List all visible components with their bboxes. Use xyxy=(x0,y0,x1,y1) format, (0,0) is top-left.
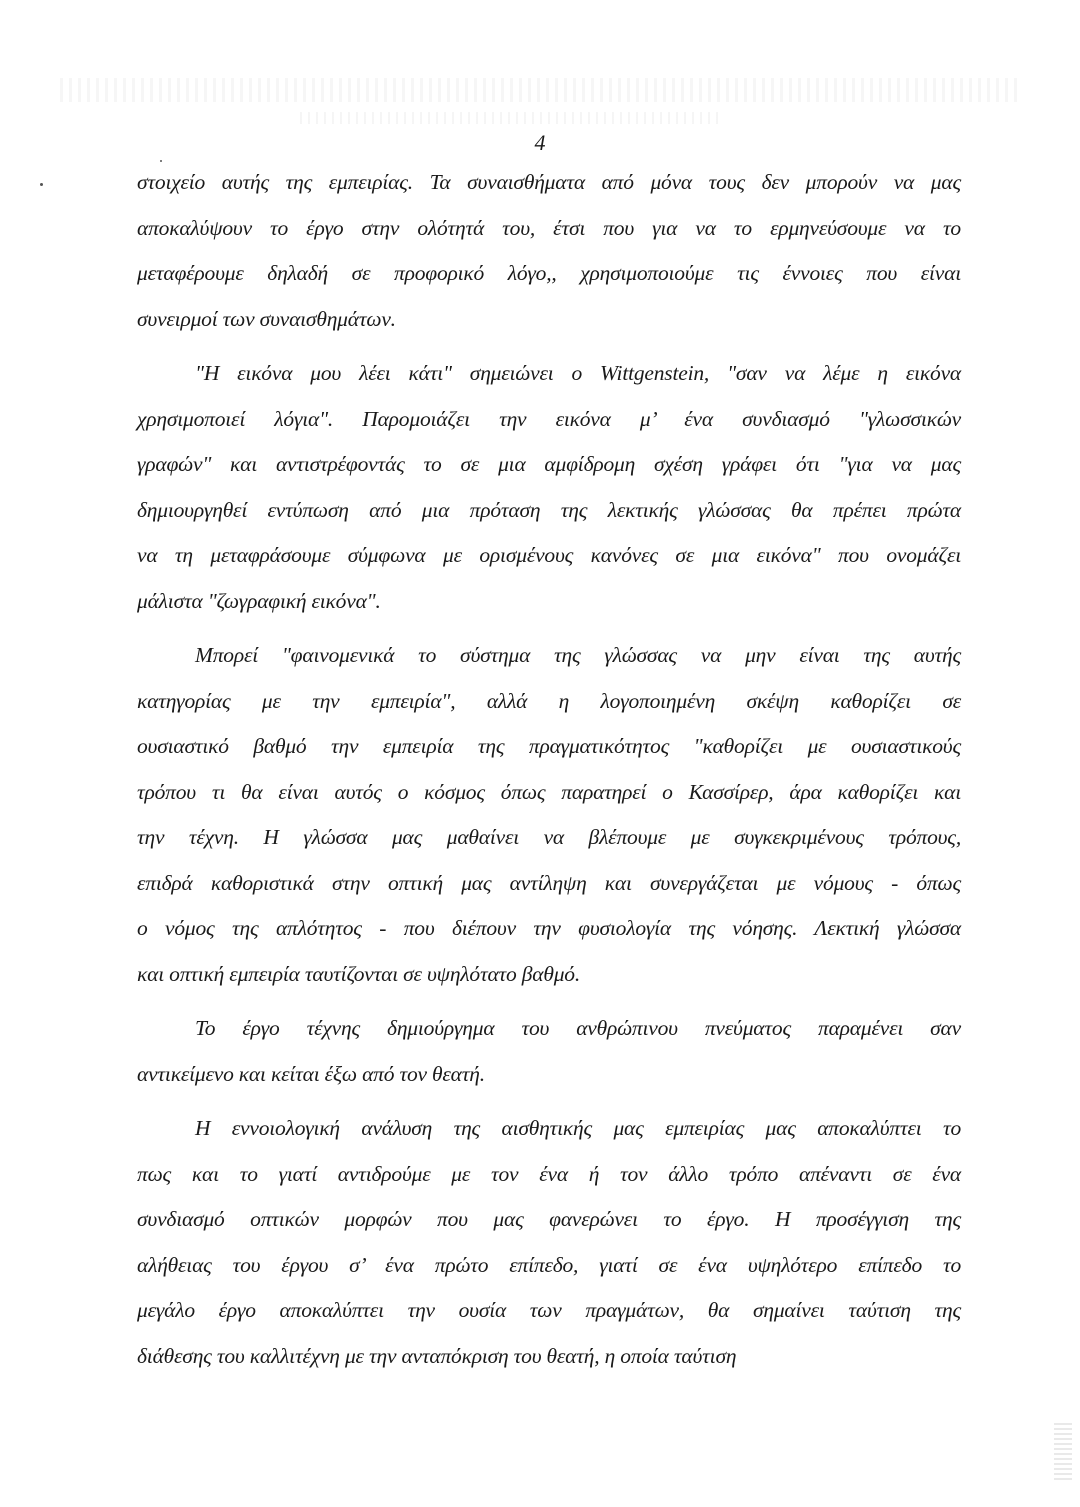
text-line: Το έργο τέχνης δημιούργημα του ανθρώπινου πνεύματος παραμένει σαν xyxy=(195,1016,961,1040)
text-line: κατηγορίας με την εμπειρία", αλλά η λογοποιημένη σκέψη καθορίζει σε xyxy=(137,688,961,713)
text-line: "Η εικόνα μου λέει κάτι" σημειώνει ο Wittgenstein, "σαν να λέμε η εικόνα xyxy=(195,361,961,385)
text-line: μάλιστα "ζωγραφική εικόνα". xyxy=(137,588,381,613)
text-line: ο νόμος της απλότητος - που διέπουν την φυσιολογία της νόησης. Λεκτική γλώσσα xyxy=(137,916,961,940)
text-line: αποκαλύψουν το έργο στην ολότητά του, έτσι που για να το ερμηνεύσουμε να το xyxy=(137,215,961,240)
text-line: γραφών" και αντιστρέφοντάς το σε μια αμφίδρομη σχέση γράφει ότι "για να μας xyxy=(137,452,961,476)
scan-artifact xyxy=(60,78,1020,102)
scan-artifact xyxy=(300,112,720,124)
text-line: Η εννοιολογική ανάλυση της αισθητικής μας εμπειρίας μας αποκαλύπτει το xyxy=(195,1116,961,1140)
margin-speck xyxy=(40,183,43,186)
text-line: πως και το γιατί αντιδρούμε με τον ένα ή τον άλλο τρόπο απέναντι σε ένα xyxy=(137,1161,961,1186)
text-line: και οπτική εμπειρία ταυτίζονται σε υψηλότατο βαθμό. xyxy=(137,961,581,986)
text-line: συνδιασμό οπτικών μορφών που μας φανερώνει το έργο. Η προσέγγιση της xyxy=(137,1207,961,1231)
text-line: συνειρμοί των συναισθημάτων. xyxy=(137,306,396,331)
text-line: στοιχείο αυτής της εμπειρίας. Τα συναισθήματα από μόνα τους δεν μπορούν να μας xyxy=(137,170,961,194)
text-line: επιδρά καθοριστικά στην οπτική μας αντίληψη και συνεργάζεται με νόμους - όπως xyxy=(137,870,961,895)
text-line: μεγάλο έργο αποκαλύπτει την ουσία των πραγμάτων, θα σημαίνει ταύτιση της xyxy=(137,1298,961,1322)
text-line: δημιουργηθεί εντύπωση από μια πρόταση της λεκτικής γλώσσας θα πρέπει πρώτα xyxy=(137,497,961,522)
text-line: χρησιμοποιεί λόγια". Παρομοιάζει την εικόνα μ’ ένα συνδιασμό "γλωσσικών xyxy=(137,406,961,431)
paragraph xyxy=(137,351,961,624)
text-line: τρόπου τι θα είναι αυτός ο κόσμος όπως παρατηρεί ο Κασσίρερ, άρα καθορίζει και xyxy=(137,779,961,804)
text-line: να τη μεταφράσουμε σύμφωνα με ορισμένους κανόνες σε μια εικόνα" που ονομάζει xyxy=(137,543,961,567)
text-line: Μπορεί "φαινομενικά το σύστημα της γλώσσας να μην είναι της αυτής xyxy=(195,643,961,667)
paragraph xyxy=(137,633,961,997)
document-body xyxy=(137,160,961,1379)
text-line: την τέχνη. Η γλώσσα μας μαθαίνει να βλέπουμε με συγκεκριμένους τρόπους, xyxy=(137,825,961,849)
paragraph xyxy=(137,160,961,342)
paragraph xyxy=(137,1106,961,1379)
paragraph xyxy=(137,1006,961,1097)
scan-artifact xyxy=(1054,1420,1072,1480)
page-number: 4 xyxy=(534,130,546,155)
text-line: αντικείμενο και κείται έξω από τον θεατή. xyxy=(137,1061,485,1086)
text-line: αλήθειας του έργου σ’ ένα πρώτο επίπεδο, γιατί σε ένα υψηλότερο επίπεδο το xyxy=(137,1252,961,1277)
text-line: ουσιαστικό βαθμό την εμπειρία της πραγματικότητος "καθορίζει με ουσιαστικούς xyxy=(137,734,961,758)
text-line: διάθεσης του καλλιτέχνη με την ανταπόκριση του θεατή, η οποία ταύτιση xyxy=(137,1343,737,1368)
text-line: μεταφέρουμε δηλαδή σε προφορικό λόγο,, χρησιμοποιούμε τις έννοιες που είναι xyxy=(137,261,961,285)
